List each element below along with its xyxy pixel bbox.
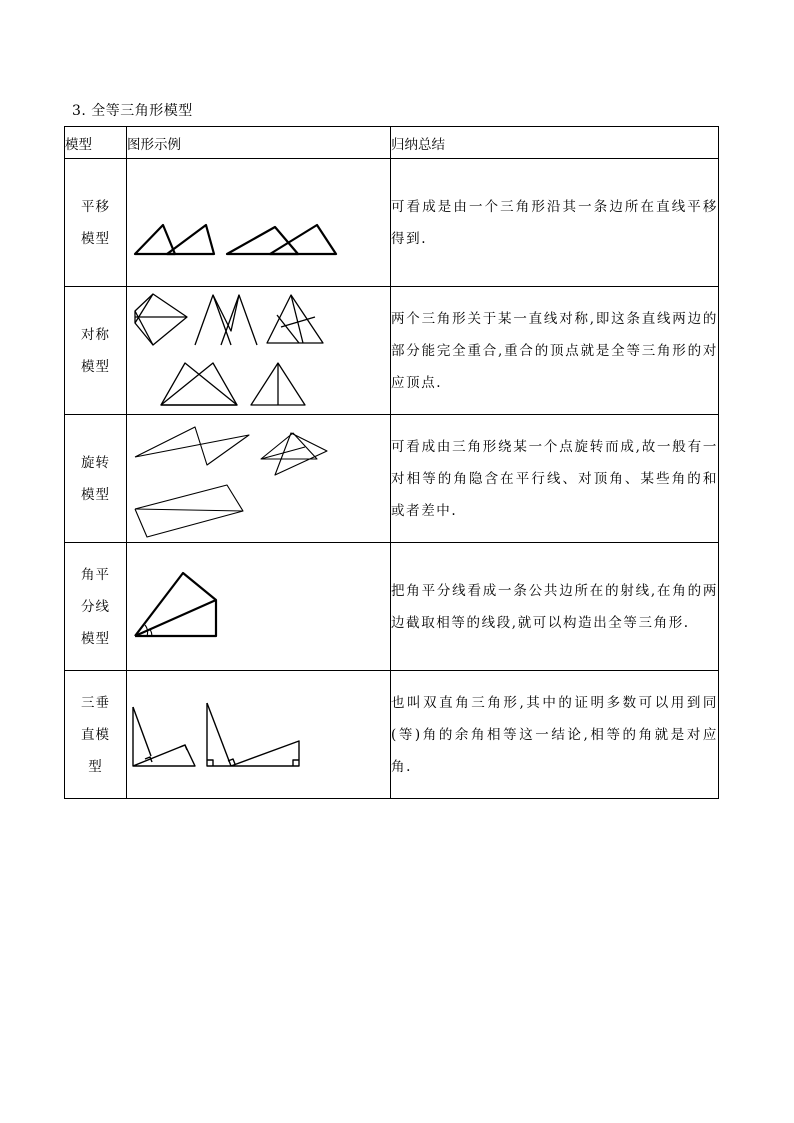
translation-diagram <box>127 159 391 286</box>
figure-symmetry <box>127 287 391 415</box>
header-summary: 归纳总结 <box>391 127 719 159</box>
symmetry-m-shape <box>195 295 257 345</box>
summary-three-perpendicular: 也叫双直角三角形,其中的证明多数可以用到同(等)角的余角相等这一结论,相等的角就是对应角. <box>391 671 719 799</box>
symmetry-bowtie <box>161 363 237 405</box>
summary-symmetry: 两个三角形关于某一直线对称,即这条直线两边的部分能完全重合,重合的顶点就是全等三角形的对应顶点. <box>391 287 719 415</box>
figure-three-perpendicular <box>127 671 391 799</box>
table-row-three-perpendicular-model <box>65 671 719 799</box>
figure-angle-bisector <box>127 543 391 671</box>
model-name-translation: 平移 模型 <box>65 159 127 287</box>
symmetry-diagram <box>127 287 391 414</box>
model-name-rotation: 旋转 模型 <box>65 415 127 543</box>
rotation-parallelogram <box>135 485 243 537</box>
symmetry-peak <box>267 295 323 343</box>
congruent-triangle-models-table <box>64 126 719 799</box>
symmetry-isosceles <box>251 363 305 405</box>
table-header-row <box>65 127 719 159</box>
translation-triangle-a1 <box>135 225 175 254</box>
summary-angle-bisector: 把角平分线看成一条公共边所在的射线,在角的两边截取相等的线段,就可以构造出全等三角形. <box>391 543 719 671</box>
figure-translation <box>127 159 391 287</box>
table-row-angle-bisector-model <box>65 543 719 671</box>
translation-triangle-a2 <box>167 225 214 254</box>
perpendicular-figure-right <box>207 703 299 766</box>
translation-triangle-b1 <box>227 227 298 254</box>
symmetry-kite <box>135 294 187 345</box>
summary-rotation: 可看成由三角形绕某一个点旋转而成,故一般有一对相等的角隐含在平行线、对顶角、某些角的和或者差中. <box>391 415 719 543</box>
model-name-angle-bisector: 角平 分线 模型 <box>65 543 127 671</box>
translation-triangle-b2 <box>270 225 336 254</box>
model-name-symmetry: 对称 模型 <box>65 287 127 415</box>
rotation-star <box>261 433 327 475</box>
three-perpendicular-diagram <box>127 671 391 798</box>
angle-bisector-diagram <box>127 543 391 670</box>
header-figure-example: 图形示例 <box>127 127 391 159</box>
table-row-symmetry-model <box>65 287 719 415</box>
summary-translation: 可看成是由一个三角形沿其一条边所在直线平移得到. <box>391 159 719 287</box>
model-name-three-perpendicular: 三垂 直模 型 <box>65 671 127 799</box>
header-model: 模型 <box>65 127 127 159</box>
perpendicular-figure-left <box>133 707 195 766</box>
rotation-zigzag <box>135 427 249 465</box>
table-row-translation-model <box>65 159 719 287</box>
table-row-rotation-model <box>65 415 719 543</box>
figure-rotation <box>127 415 391 543</box>
rotation-diagram <box>127 415 391 542</box>
section-title: 3. 全等三角形模型 <box>72 103 193 119</box>
